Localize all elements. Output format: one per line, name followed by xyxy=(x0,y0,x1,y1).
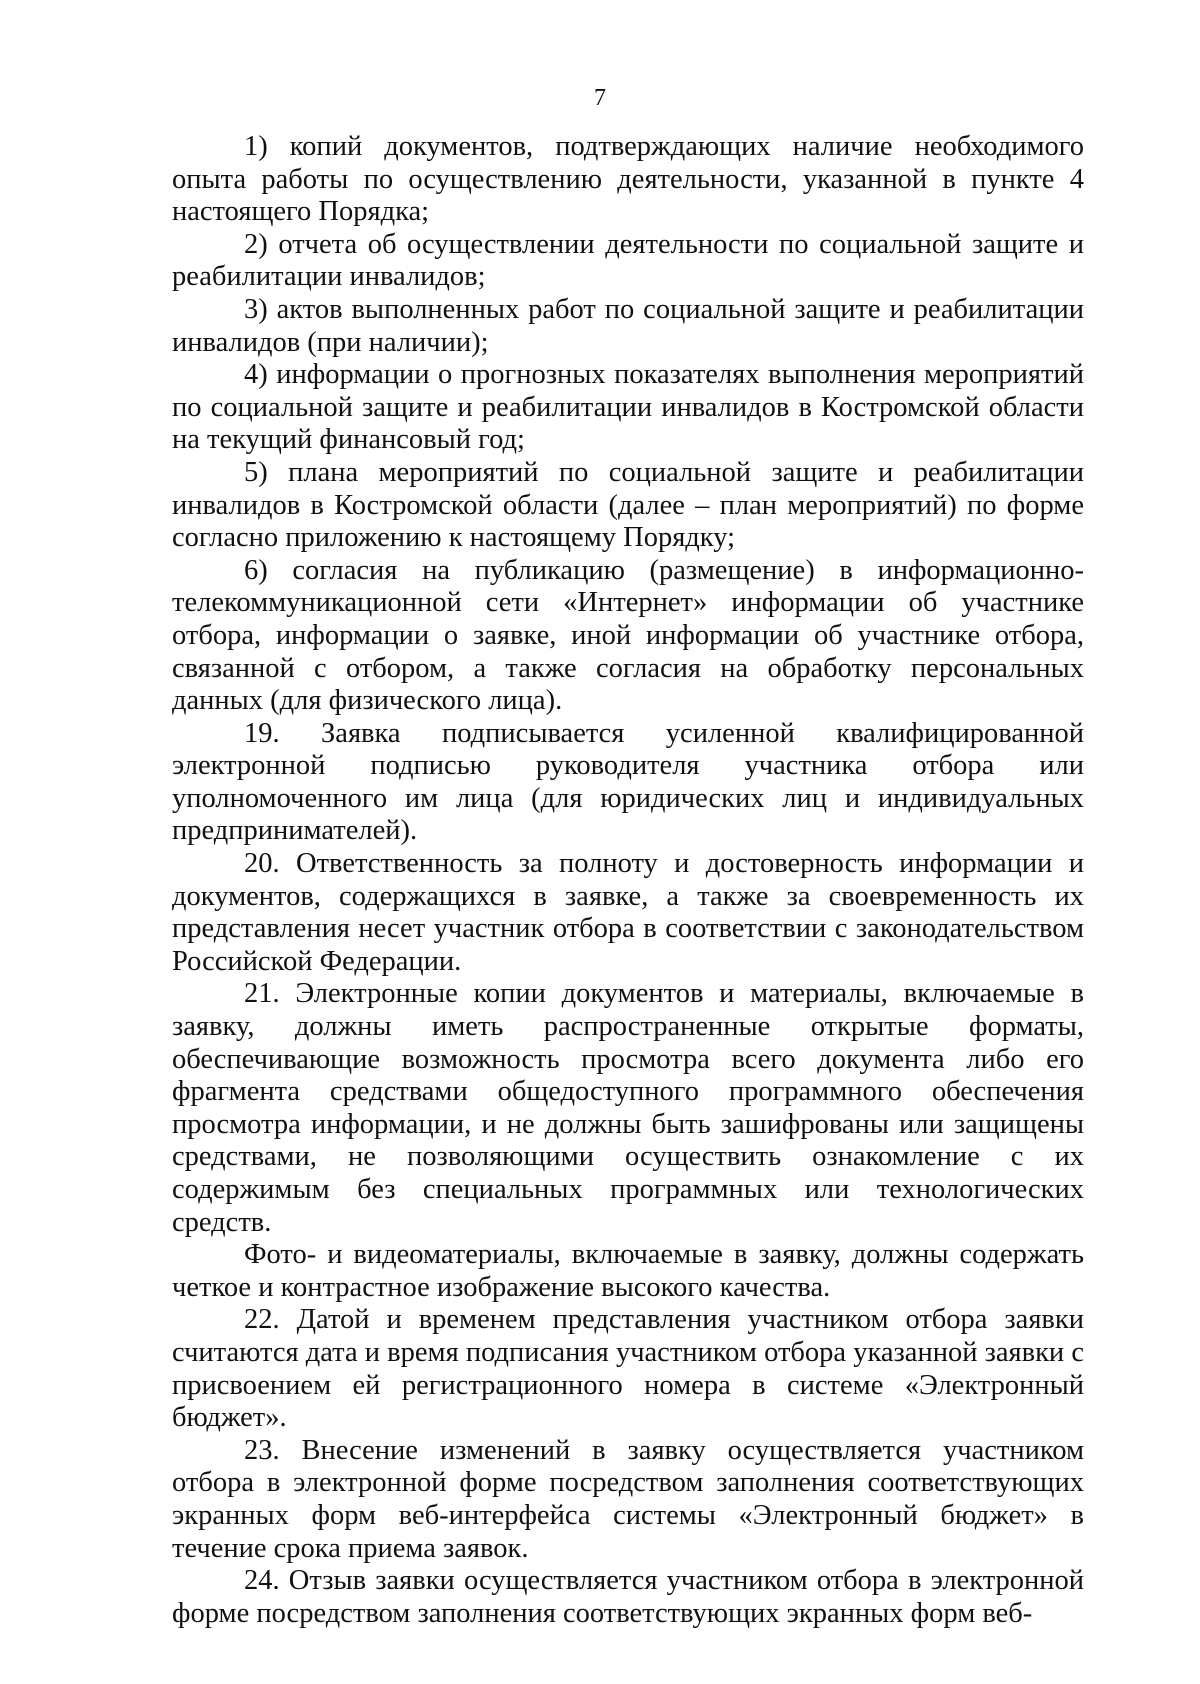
document-body xyxy=(172,131,1084,1630)
paragraph-item-5: 5) плана мероприятий по социальной защите и реабилитации инвалидов в Костромской области (далее – план мероприятий) по форме согласно приложению к настоящему Порядку; xyxy=(172,456,1084,554)
paragraph-21-photo-video: Фото- и видеоматериалы, включаемые в заявку, должны содержать четкое и контрастное изображение высокого качества. xyxy=(172,1239,1084,1303)
paragraph-item-6: 6) согласия на публикацию (размещение) в информационно-телекоммуникационной сети «Интернет» информации об участнике отбора, информации о заявке, иной информации об участнике отбора, связанной с отбором, а также согласия на обработку персональных данных (для физического лица). xyxy=(172,554,1084,717)
paragraph-22: 22. Датой и временем представления участником отбора заявки считаются дата и время подписания участником отбора указанной заявки с присвоением ей регистрационного номера в системе «Электронный бюджет». xyxy=(172,1304,1084,1434)
paragraph-item-3: 3) актов выполненных работ по социальной защите и реабилитации инвалидов (при наличии); xyxy=(172,293,1084,358)
paragraph-24: 24. Отзыв заявки осуществляется участником отбора в электронной форме посредством заполнения соответствующих экранных форм веб- xyxy=(172,1565,1084,1629)
paragraph-20: 20. Ответственность за полноту и достоверность информации и документов, содержащихся в заявке, а также за своевременность их представления несет участник отбора в соответствии с законодательством Российской Федерации. xyxy=(172,848,1084,977)
paragraph-item-2: 2) отчета об осуществлении деятельности по социальной защите и реабилитации инвалидов; xyxy=(172,228,1084,293)
paragraph-21: 21. Электронные копии документов и материалы, включаемые в заявку, должны иметь распространенные открытые форматы, обеспечивающие возможность просмотра всего документа либо его фрагмента средствами общедоступного программного обеспечения просмотра информации, и не должны быть зашифрованы или защищены средствами, не позволяющими осуществить ознакомление с их содержимым без специальных программных или технологических средств. xyxy=(172,978,1084,1238)
paragraph-19: 19. Заявка подписывается усиленной квалифицированной электронной подписью руководителя участника отбора или уполномоченного им лица (для юридических лиц и индивидуальных предпринимателей). xyxy=(172,717,1084,847)
paragraph-item-4: 4) информации о прогнозных показателях выполнения мероприятий по социальной защите и реабилитации инвалидов в Костромской области на текущий финансовый год; xyxy=(172,359,1084,456)
paragraph-23: 23. Внесение изменений в заявку осуществляется участником отбора в электронной форме посредством заполнения соответствующих экранных форм веб-интерфейса системы «Электронный бюджет» в течение срока приема заявок. xyxy=(172,1434,1084,1564)
page-number: 7 xyxy=(594,85,606,111)
paragraph-item-1: 1) копий документов, подтверждающих наличие необходимого опыта работы по осуществлению деятельности, указанной в пункте 4 настоящего Порядка; xyxy=(172,131,1084,228)
